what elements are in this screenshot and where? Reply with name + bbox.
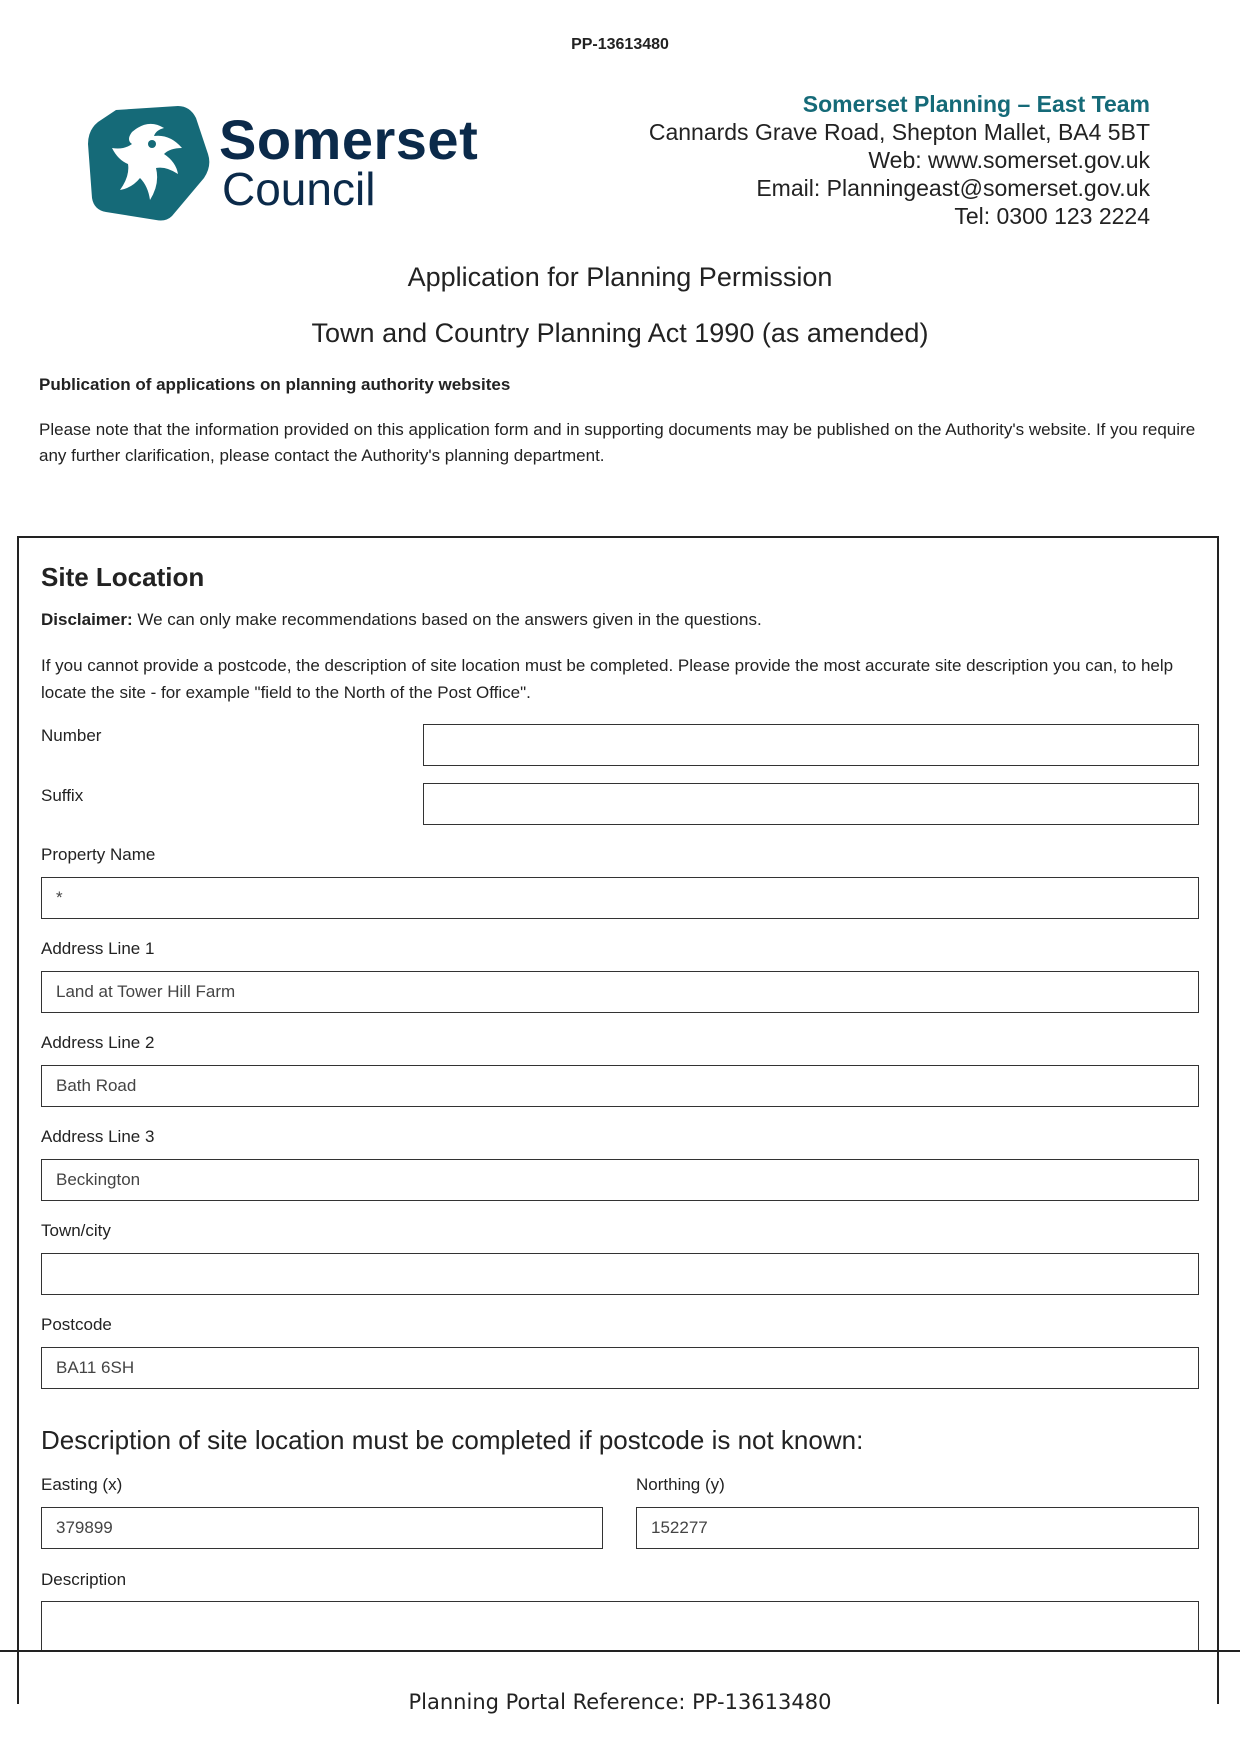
contact-email: Email: Planningeast@somerset.gov.uk [756,175,1150,201]
publication-text: Please note that the information provided on this application form and in supporting documents may be published on the Authority's website. If you require any further clarification, please contact the Authority's planning department. [39,420,1196,465]
publication-heading: Publication of applications on planning authority websites [39,375,511,394]
property-name-label: Property Name [41,845,156,864]
northing-field[interactable]: 152277 [636,1507,1199,1549]
address-line-3-field[interactable]: Beckington [41,1159,1199,1201]
address-line-2-label: Address Line 2 [41,1033,155,1052]
form-act: Town and Country Planning Act 1990 (as amended) [311,318,929,348]
contact-address: Cannards Grave Road, Shepton Mallet, BA4 5BT [648,119,1150,145]
address-line-1-label: Address Line 1 [41,939,155,958]
address-line-3-label: Address Line 3 [41,1127,155,1146]
description-field[interactable] [41,1601,1199,1651]
logo-wordmark-somerset: Somerset [219,108,479,171]
address-line-2-field[interactable]: Bath Road [41,1065,1199,1107]
disclaimer-text: We can only make recommendations based on the answers given in the questions. [132,610,762,629]
form-title: Application for Planning Permission [407,262,833,292]
suffix-field[interactable] [423,783,1199,825]
town-city-label: Town/city [41,1221,111,1240]
contact-tel: Tel: 0300 123 2224 [954,203,1150,229]
section-title: Site Location [41,562,205,592]
disclaimer-label: Disclaimer: [41,610,133,629]
number-field[interactable] [423,724,1199,766]
contact-block [649,90,1150,230]
council-logo [86,104,506,222]
easting-field[interactable]: 379899 [41,1507,603,1549]
dragon-crest-icon [86,104,210,222]
number-label: Number [41,726,102,745]
description-label: Description [41,1570,127,1589]
town-city-field[interactable] [41,1253,1199,1295]
easting-label: Easting (x) [41,1475,123,1494]
reference-number: PP-13613480 [571,36,669,53]
logo-wordmark-council: Council [222,163,376,215]
address-line-1-field[interactable]: Land at Tower Hill Farm [41,971,1199,1013]
postcode-field[interactable]: BA11 6SH [41,1347,1199,1389]
team-name: Somerset Planning – East Team [802,91,1150,117]
site-info-text: If you cannot provide a postcode, the description of site location must be completed. Please provide the most accurate site description you can, to help locate the site - for example "field to the North of the Post Office". [41,656,1174,702]
property-name-field[interactable]: * [41,877,1199,919]
disclaimer [41,610,762,630]
page-divider [0,1650,1240,1652]
description-heading: Description of site location must be completed if postcode is not known: [41,1425,864,1455]
footer-reference: Planning Portal Reference: PP-13613480 [408,1690,832,1714]
contact-web: Web: www.somerset.gov.uk [868,147,1150,173]
postcode-label: Postcode [41,1315,112,1334]
suffix-label: Suffix [41,786,84,805]
northing-label: Northing (y) [636,1475,725,1494]
